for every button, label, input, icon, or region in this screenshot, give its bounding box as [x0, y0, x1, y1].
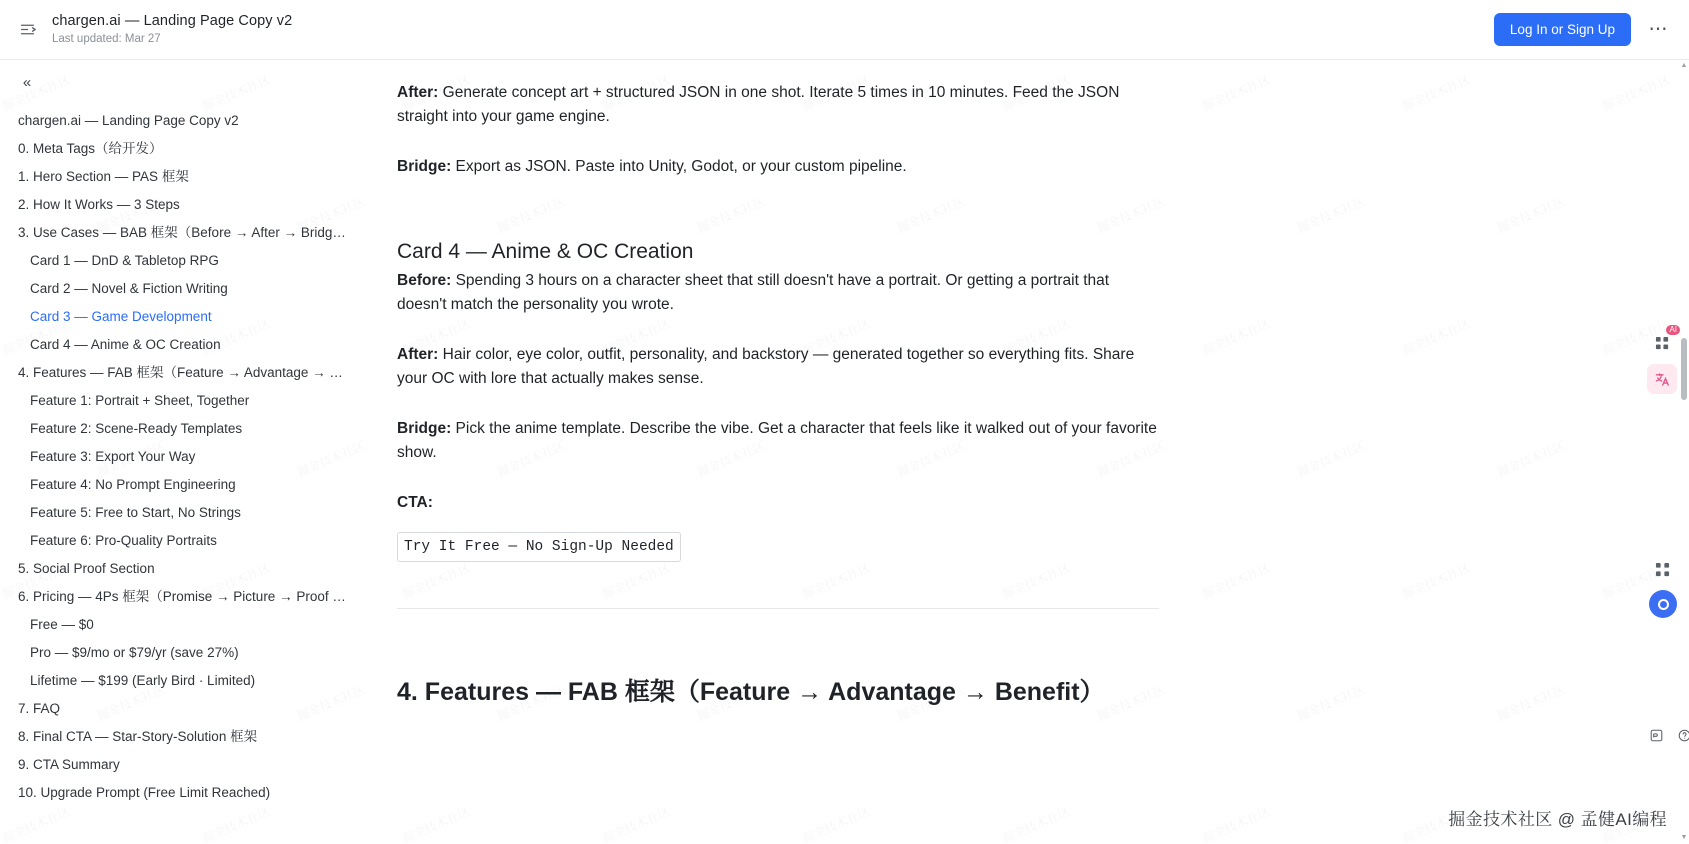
- sidebar: [0, 60, 382, 844]
- toc-item[interactable]: Card 3 — Game Development: [30, 308, 212, 324]
- app-header: [0, 0, 1689, 60]
- sidebar-collapse-row: [0, 60, 382, 104]
- toc-item[interactable]: 2. How It Works — 3 Steps: [18, 196, 180, 212]
- toc-item[interactable]: Pro — $9/mo or $79/yr (save 27%): [30, 644, 239, 660]
- toc-item[interactable]: 1. Hero Section — PAS 框架: [18, 168, 189, 184]
- scroll-down-arrow[interactable]: ▼: [1680, 834, 1688, 841]
- paragraph: [397, 414, 1159, 468]
- toc-item[interactable]: Free — $0: [30, 616, 94, 632]
- toc-item[interactable]: Feature 2: Scene-Ready Templates: [30, 420, 243, 436]
- translate-icon[interactable]: [1647, 364, 1677, 394]
- paragraph-lead: After:: [397, 84, 439, 101]
- toc-doc-title[interactable]: chargen.ai — Landing Page Copy v2: [18, 112, 239, 128]
- toc-item[interactable]: Feature 4: No Prompt Engineering: [30, 476, 236, 492]
- paragraph-lead: Bridge:: [397, 158, 452, 175]
- toc-item[interactable]: Feature 3: Export Your Way: [30, 448, 196, 464]
- header-actions: [1494, 13, 1689, 47]
- paragraph-text: Export as JSON. Paste into Unity, Godot, or your custom pipeline.: [451, 158, 907, 175]
- toc-item[interactable]: Feature 6: Pro-Quality Portraits: [30, 532, 217, 548]
- paragraph: [397, 266, 1159, 320]
- toc-item[interactable]: 7. FAQ: [18, 700, 61, 716]
- note-icon[interactable]: [1641, 720, 1671, 750]
- brand-watermark: 掘金技术社区 @ 孟健AI编程: [1448, 810, 1667, 829]
- toc-item[interactable]: 5. Social Proof Section: [18, 560, 155, 576]
- table-of-contents: [0, 104, 382, 806]
- scrollbar-thumb[interactable]: [1681, 338, 1687, 400]
- apps-grid-icon[interactable]: [1647, 554, 1677, 584]
- spacer: [397, 609, 1159, 675]
- toc-item[interactable]: 3. Use Cases — BAB 框架（Before → After → Bridg…: [18, 224, 346, 240]
- toc-item[interactable]: 4. Features — FAB 框架（Feature → Advantage → …: [18, 364, 343, 380]
- toc-item[interactable]: Card 4 — Anime & OC Creation: [30, 336, 221, 352]
- toc-item[interactable]: Feature 1: Portrait + Sheet, Together: [30, 392, 250, 408]
- paragraph-text: Spending 3 hours on a character sheet that still doesn't have a portrait. Or getting a portrait that doesn't match the personality you wrote.: [397, 272, 1110, 313]
- login-or-signup-button[interactable]: Log In or Sign Up: [1494, 13, 1631, 46]
- paragraph-text: Generate concept art + structured JSON in one shot. Iterate 5 times in 10 minutes. Feed the JSON straight into your game engine.: [397, 84, 1120, 125]
- paragraph: [397, 152, 1159, 182]
- section-heading: Card 4 — Anime & OC Creation: [397, 240, 694, 263]
- rail-badge: AI: [1666, 325, 1680, 335]
- paragraph: [397, 78, 1159, 132]
- more-horizontal-icon[interactable]: ⋯: [1648, 19, 1668, 40]
- toc-item[interactable]: Feature 5: Free to Start, No Strings: [30, 504, 241, 520]
- page-title: chargen.ai — Landing Page Copy v2: [52, 13, 293, 29]
- paragraph-lead: Before:: [397, 272, 452, 289]
- paragraph: [397, 340, 1159, 394]
- collapse-sidebar-icon[interactable]: «: [22, 73, 32, 91]
- cta-label: CTA:: [397, 494, 433, 511]
- toc-item[interactable]: Lifetime — $199 (Early Bird · Limited): [30, 672, 256, 688]
- last-updated-label: Last updated: Mar 27: [52, 33, 161, 45]
- toc-item[interactable]: 10. Upgrade Prompt (Free Limit Reached): [18, 784, 271, 800]
- code-block-row: [397, 518, 1159, 562]
- document-scroll-area[interactable]: [382, 60, 1689, 844]
- toc-item[interactable]: 9. CTA Summary: [18, 756, 120, 772]
- inline-code-cta: Try It Free — No Sign-Up Needed: [397, 532, 681, 562]
- toc-item[interactable]: 8. Final CTA — Star-Story-Solution 框架: [18, 728, 258, 744]
- toc-item[interactable]: 0. Meta Tags（给开发）: [18, 140, 163, 156]
- vertical-scrollbar[interactable]: [1680, 60, 1688, 844]
- scroll-up-arrow[interactable]: ▲: [1680, 62, 1688, 69]
- header-titles: [52, 12, 292, 47]
- chat-bubble-icon[interactable]: [1649, 590, 1677, 618]
- toc-item[interactable]: Card 2 — Novel & Fiction Writing: [30, 280, 228, 296]
- grid-plus-icon[interactable]: [1647, 325, 1677, 358]
- paragraph-lead: Bridge:: [397, 420, 452, 437]
- paragraph-lead: After:: [397, 346, 439, 363]
- section-title: 4. Features — FAB 框架（Feature → Advantage → Benefit）: [397, 678, 1105, 706]
- toc-item[interactable]: 6. Pricing — 4Ps 框架（Promise → Picture → Proof …: [18, 588, 346, 604]
- toc-item[interactable]: Card 1 — DnD & Tabletop RPG: [30, 252, 219, 268]
- paragraph-text: Pick the anime template. Describe the vibe. Get a character that feels like it walked out of your favorite show.: [397, 420, 1157, 461]
- sidebar-toggle-icon[interactable]: [10, 13, 44, 47]
- paragraph-text: Hair color, eye color, outfit, personality, and backstory — generated together so everything fits. Share your OC with lore that actually makes sense.: [397, 346, 1135, 387]
- document-body: [397, 60, 1159, 709]
